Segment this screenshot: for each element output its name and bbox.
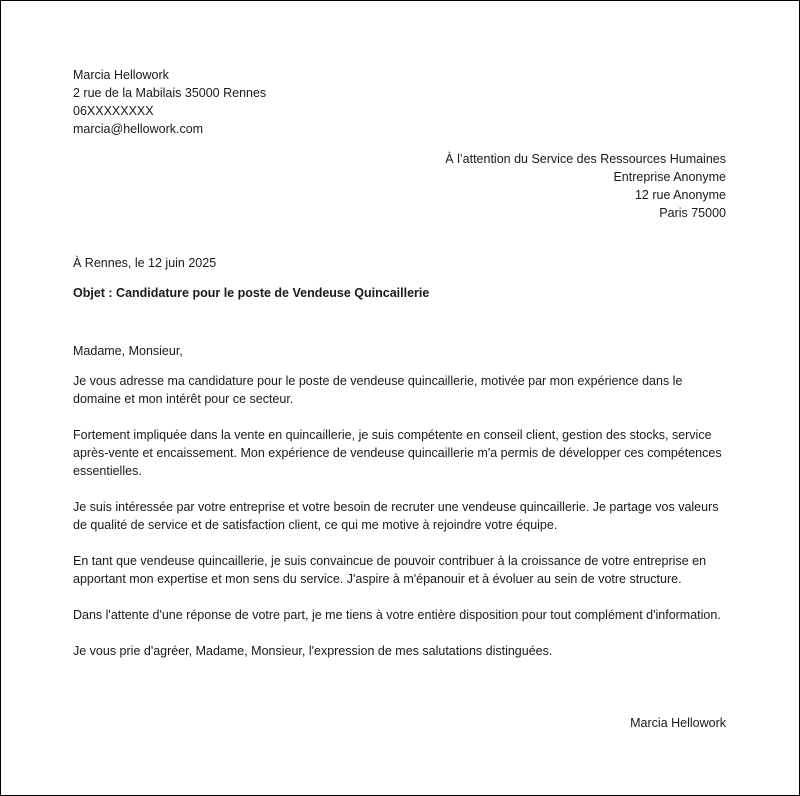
sender-email: marcia@hellowork.com [73, 122, 204, 136]
closing-paragraph: Je vous prie d'agréer, Madame, Monsieur, l'expression de mes salutations distinguées. [73, 644, 553, 658]
body-paragraph-4: En tant que vendeuse quincaillerie, je suis convaincue de pouvoir contribuer à la croissance de votre entreprise en apportant mon expertise et mon sens du service. J'aspire à m'épanouir et à évoluer au sein de votre structure. [73, 554, 707, 586]
recipient-city: Paris 75000 [659, 206, 726, 220]
body-paragraph-1: Je vous adresse ma candidature pour le poste de vendeuse quincaillerie, motivée par mon expérience dans le domaine et mon intérêt pour ce secteur. [73, 374, 683, 406]
recipient-street: 12 rue Anonyme [634, 188, 726, 202]
body-paragraph-5: Dans l'attente d'une réponse de votre part, je me tiens à votre entière disposition pour tout complément d'information. [73, 608, 721, 622]
body-paragraph-3: Je suis intéressée par votre entreprise et votre besoin de recruter une vendeuse quincaillerie. Je partage vos valeurs de qualité de service et de satisfaction client, ce qui me motive à rejoindre votre équipe. [73, 500, 719, 532]
recipient-company: Entreprise Anonyme [613, 170, 726, 184]
letter-body [73, 342, 733, 678]
recipient-attention: À l’attention du Service des Ressources Humaines [445, 152, 726, 166]
date-line: À Rennes, le 12 juin 2025 [73, 256, 217, 270]
signature: Marcia Hellowork [630, 716, 726, 730]
recipient-block [445, 150, 726, 222]
sender-address: 2 rue de la Mabilais 35000 Rennes [73, 86, 267, 100]
sender-name: Marcia Hellowork [73, 68, 169, 82]
sender-block [73, 66, 266, 138]
subject-line: Objet : Candidature pour le poste de Vendeuse Quincaillerie [73, 286, 430, 300]
sender-phone: 06XXXXXXXX [73, 104, 154, 118]
salutation: Madame, Monsieur, [73, 344, 183, 358]
body-paragraph-2: Fortement impliquée dans la vente en quincaillerie, je suis compétente en conseil client, gestion des stocks, service après-vente et encaissement. Mon expérience de vendeuse quincaillerie m'a permis de développer ces compétences essentielles. [73, 428, 722, 478]
